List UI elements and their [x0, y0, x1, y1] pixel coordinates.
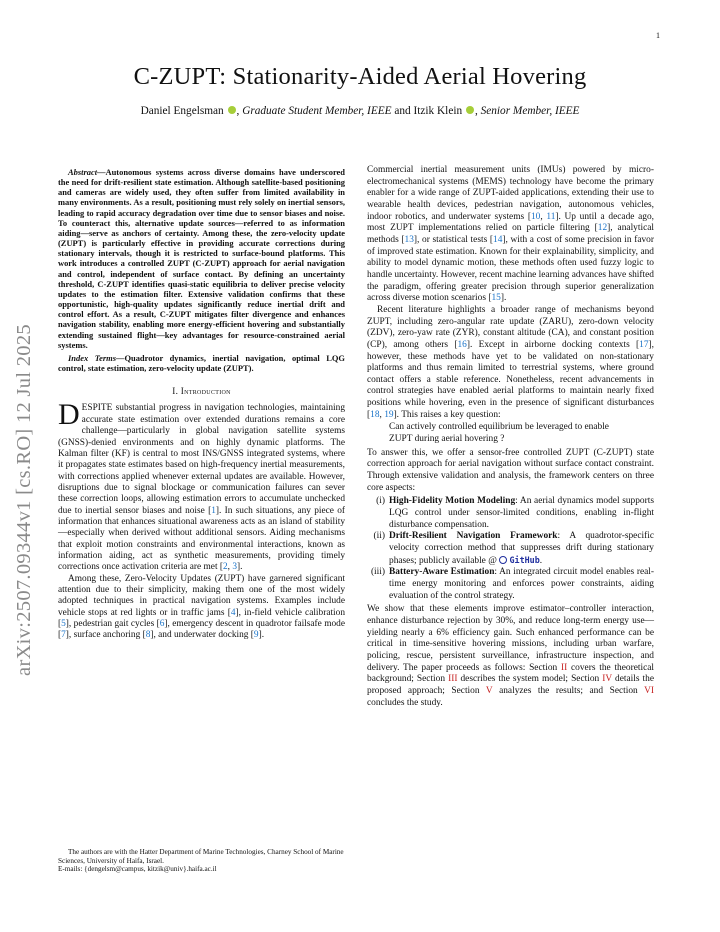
index-terms: [58, 353, 345, 373]
author-name: Itzik Klein: [413, 105, 463, 117]
index-terms-lead: Index Terms—: [68, 352, 125, 363]
section-link[interactable]: VI: [644, 685, 655, 696]
section-link[interactable]: IV: [602, 674, 612, 685]
footnote-affiliation: The authors are with the Hatter Department of Marine Technologies, Charney School of Marine Sciences, University of Haifa, Israel.: [58, 848, 344, 865]
author-role: Graduate Student Member, IEEE: [242, 105, 392, 117]
citation-link[interactable]: 19: [384, 409, 394, 420]
drop-cap: D: [58, 398, 80, 432]
body-paragraph-results: We show that these elements improve estimator–controller interaction, enhance disturbance rejection by 30%, and reduce long-term energy use—yielding nearly a 6% efficiency gain. Such enhanced performance can be critical in time-sensitive hovering missions, including urban warfare, policing, rescue, persistent surveillance, infrastructure inspection, and delivery. The paper proceeds as follows: Section II covers the theoretical background; Section III describes the system model; Section IV details the proposed approach; Section V analyzes the results; and Section VI concludes the study.: [367, 604, 655, 708]
github-icon[interactable]: [499, 556, 507, 564]
citation-link[interactable]: 7: [61, 630, 66, 641]
author-line: Daniel Engelsman , Graduate Student Member, IEEE and Itzik Klein , Senior Member, IEEE: [140, 105, 580, 117]
intro-paragraph-2: Among these, Zero-Velocity Updates (ZUPT) have garnered significant attention due to their simplicity, making them one of the most widely adopted techniques in practical navigation systems. Examples include vehicle stops at red lights or in traffic jams [4], in-field vehicle calibration [5], pedestrian gait cycles [6], emergency descent in quadrotor failsafe mode [7], surface anchoring [8], and underwater docking [9].: [58, 573, 345, 641]
citation-link[interactable]: 5: [61, 619, 66, 629]
citation-link[interactable]: 11: [546, 211, 556, 222]
citation-link[interactable]: 2: [223, 562, 228, 573]
citation-link[interactable]: 16: [457, 339, 467, 350]
citation-link[interactable]: 3: [232, 562, 238, 573]
footnote-emails: E-mails: {dengelsm@campus, kitzik@univ}.haifa.ac.il: [58, 865, 217, 874]
section-link[interactable]: II: [560, 662, 568, 673]
body-paragraph-mechanisms: Recent literature highlights a broader range of mechanisms beyond ZUPT, including zero-angular rate update (ZARU), zero-down velocity (ZDV), zero-yaw rate (ZYR), constant altitude (CA), and constant position (CP), among others [16]. Except in airborne docking contexts [17], however, these methods have yet to be validated on non-stationary platforms and thus remain limited to terrestrial systems, where ground contact offers a stable reference. Nonetheless, recent advancements in control strategies have enabled aerial platforms to maintain nearly fixed positions while hovering, even in the presence of significant disturbances [18, 19]. This raises a key question:: [367, 304, 654, 420]
citation-link[interactable]: 8: [145, 630, 151, 641]
arxiv-stamp: arXiv:2507.09344v1 [cs.RO] 12 Jul 2025: [13, 324, 35, 676]
paper-title: C-ZUPT: Stationarity-Aided Aerial Hovering: [133, 63, 587, 90]
abstract-text: Autonomous systems across diverse domains have underscored the need for drift-resilient state estimation. Although satellite-based positioning and cameras are widely used, they often suffer from limited availability in many environments. As a result, positioning must rely solely on inertial sensors, leading to rapid accuracy degradation over time due to sensor biases and noise. To counteract this, alternative update sources—referred to as information aiding—serve as anchors of certainty. Among these, the zero-velocity update (ZUPT) is particularly effective in providing accurate corrections during stationary intervals, though it is restricted to surface-bound platforms. This work introduces a controlled ZUPT (C-ZUPT) approach for aerial navigation and control, independent of surface contact. By defining an uncertainty threshold, C-ZUPT identifies quasi-static equilibria to deliver precise velocity updates to the estimation filter. Extensive validation confirms that these opportunistic, high-quality updates significantly reduce inertial drift and control effort. As a result, C-ZUPT mitigates filter divergence and enhances navigation stability, enabling more energy-efficient hovering and substantially extending sustained flight—key advantages for resource-constrained aerial systems.: [58, 167, 345, 350]
citation-link[interactable]: 17: [639, 339, 649, 350]
list-item: (iii) Battery-Aware Estimation: An integrated circuit model enables real-time energy monitoring and enforces power constraints, aiding evaluation of the control strategy.: [370, 567, 654, 601]
github-link[interactable]: GitHub: [509, 554, 540, 565]
affiliation-footnote: [58, 848, 345, 874]
citation-link[interactable]: 9: [253, 630, 259, 641]
body-paragraph-imu: Commercial inertial measurement units (IMUs) powered by micro-electromechanical systems (MEMS) technology have become the primary enabler for a wide range of ZUPT-aided applications, extending their use to wearable health devices, pedestrian navigation, autonomous vehicles, indoor robotics, and underwater systems [10, 11]. Up until a decade ago, most ZUPT implementations relied on particle filtering [12], analytical methods [13], or statistical tests [14], with a cost of some precision in favor of improved state estimation. Known for their explainability, simplicity, and ability to model dynamic motion, these methods often used fuzzy logic to handle uncertainty. However, recent machine learning advances have shifted the paradigm, offering greater precision through superior generalization across diverse motion scenarios [15].: [367, 165, 654, 304]
author-role: Senior Member, IEEE: [480, 105, 580, 117]
author-name: Daniel Engelsman: [140, 105, 224, 117]
orcid-icon[interactable]: [228, 106, 236, 114]
index-terms-text: Quadrotor dynamics, inertial navigation, optimal LQG control, state estimation, zero-velocity update (ZUPT).: [58, 352, 345, 373]
right-column: [367, 165, 654, 709]
list-item: (ii) Drift-Resilient Navigation Framework: A quadrotor-specific velocity correction method that suppresses drift during stationary phases; publicly available @ GitHub.: [373, 531, 654, 566]
left-column: [58, 167, 345, 642]
citation-link[interactable]: 10: [530, 211, 541, 222]
citation-link[interactable]: 12: [597, 223, 608, 234]
abstract-lead: Abstract—: [68, 167, 106, 177]
citation-link[interactable]: 13: [404, 234, 414, 245]
list-item: (i) High-Fidelity Motion Modeling: An aerial dynamics model supports LQG control under sensor-limited conditions, enabling in-flight disturbance compensation.: [376, 496, 654, 530]
citation-link[interactable]: 18: [370, 409, 380, 420]
citation-link[interactable]: 4: [230, 607, 236, 618]
citation-link[interactable]: 15: [491, 293, 501, 304]
author-conjunction: and: [394, 105, 411, 117]
intro-paragraph-1: DESPITE substantial progress in navigation technologies, maintaining accurate state estimation over extended durations remains a core challenge—particularly in global navigation satellite systems (GNSS)-denied environments and on highly dynamic platforms. The Kalman filter (KF) is central to most INS/GNSS integrated systems, where it propagates state estimates based on high-frequency inertial measurements, with corrections applied whenever external updates are available. However, disruptions due to signal blockage or communication failures can sever these correction loops, allowing estimation errors to accumulate unchecked due to inertial sensor biases and noise [1]. In such situations, any piece of information that enhances situational awareness acts as an island of stability—especially when derived without additional sensors. Aiding mechanisms that exploit motion constraints and environmental interactions, known as information aiding, act as synthetic measurements, providing timely corrections once activation criteria are met [2, 3].: [58, 398, 346, 573]
abstract: [58, 167, 345, 350]
section-link[interactable]: III: [448, 674, 458, 685]
section-heading-introduction: I. Introduction: [172, 386, 231, 397]
contribution-list: [367, 496, 654, 602]
citation-link[interactable]: 6: [159, 619, 165, 629]
citation-link[interactable]: 14: [493, 234, 503, 245]
citation-link[interactable]: 1: [211, 505, 216, 516]
section-link[interactable]: V: [485, 685, 493, 696]
page-number: 1: [656, 31, 660, 40]
body-paragraph-approach: To answer this, we offer a sensor-free controlled ZUPT (C-ZUPT) state correction approach for aerial navigation without surface contact constraint. Through extensive validation and analysis, the framework centers on three core aspects:: [367, 447, 654, 493]
key-question: Can actively controlled equilibrium be leveraged to enable ZUPT during aerial hovering ?: [389, 422, 609, 445]
orcid-icon[interactable]: [466, 106, 474, 114]
